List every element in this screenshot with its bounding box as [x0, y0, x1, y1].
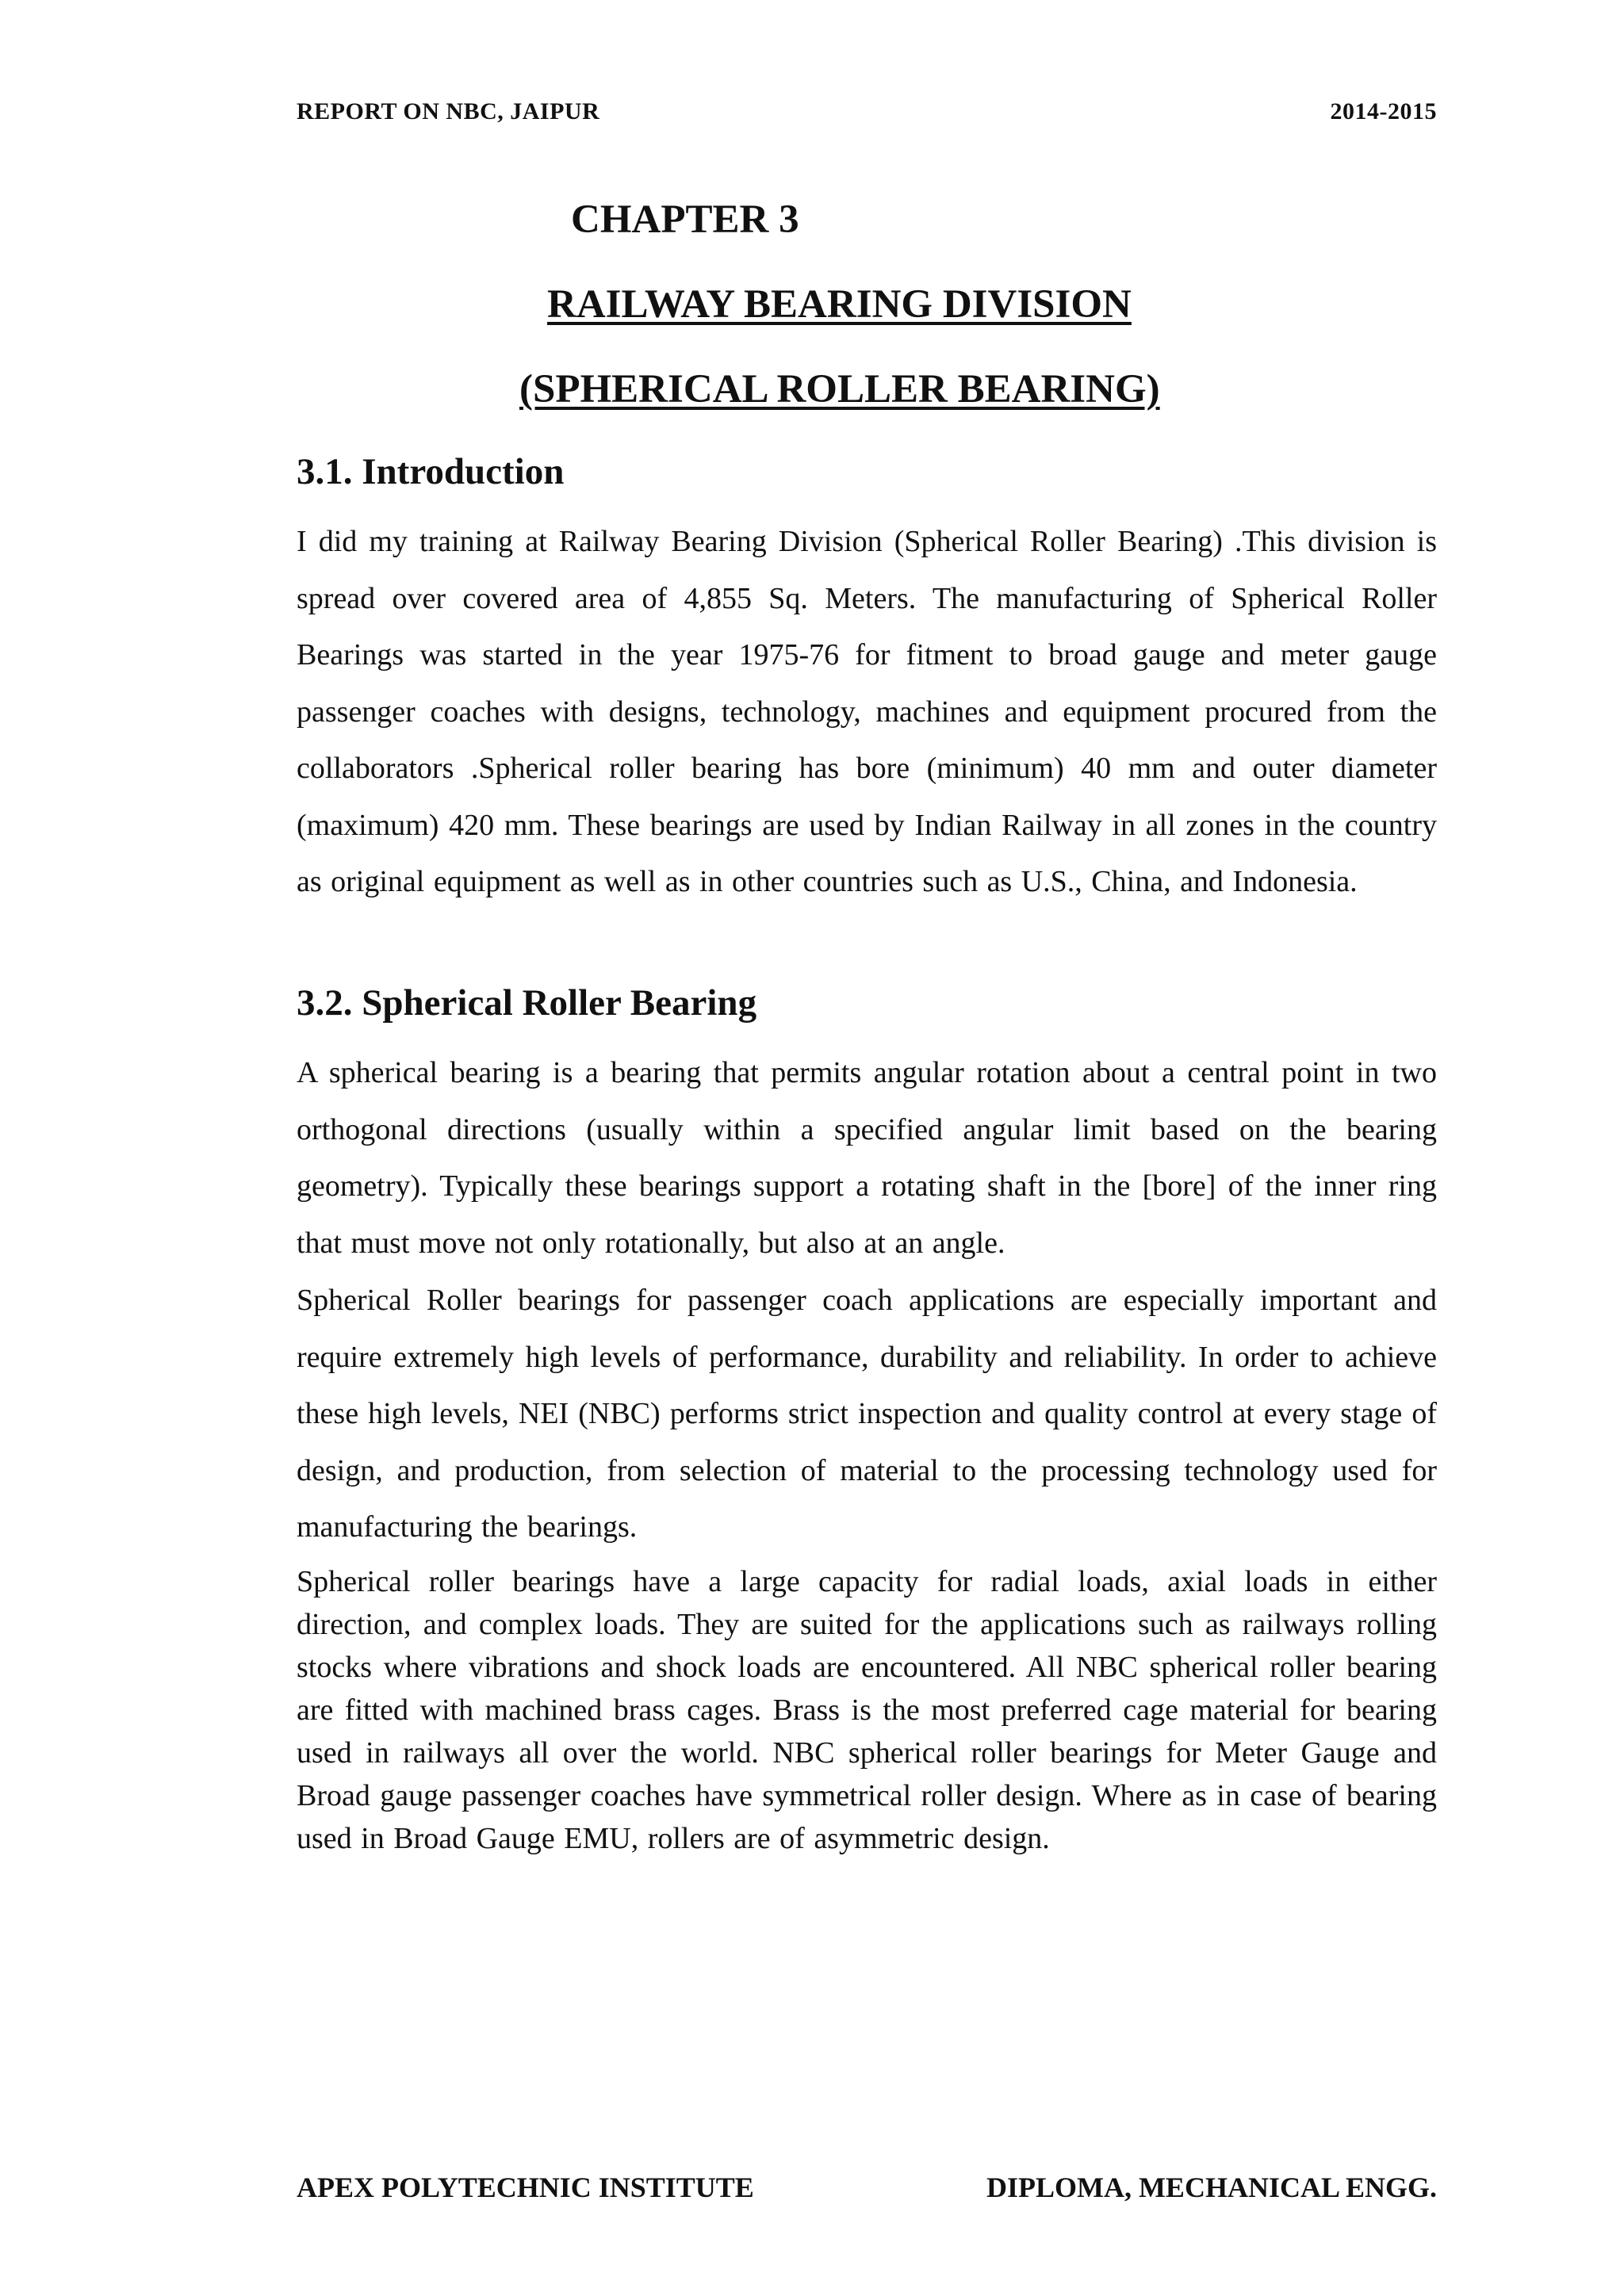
spherical-paragraph-quality: Spherical Roller bearings for passenger coach applications are especially important and require extremely high levels of performance, durability and reliability. In order to achieve these high levels, NEI (NBC) performs strict inspection and quality control at every stage of design, and production, from selection of material to the processing technology used for manufacturing the bearings.: [297, 1284, 1437, 1544]
header-year: 2014-2015: [1330, 98, 1437, 124]
section-heading-introduction: 3.1. Introduction: [297, 451, 565, 492]
spherical-paragraph-definition: A spherical bearing is a bearing that permits angular rotation about a central point in two orthogonal directions (usually within a specified angular limit based on the bearing geometry). Typically these bearings support a rotating shaft in the [bore] of the inner ring that must move not only rotationally, but also at an angle.: [297, 1056, 1437, 1260]
introduction-paragraph: I did my training at Railway Bearing Division (Spherical Roller Bearing) .This division is spread over covered area of 4,855 Sq. Meters. The manufacturing of Spherical Roller Bearings was started in the year 1975-76 for fitment to broad gauge and meter gauge passenger coaches with designs, technology, machines and equipment procured from the collaborators .Spherical roller bearing has bore (minimum) 40 mm and outer diameter (maximum) 420 mm. These bearings are used by Indian Railway in all zones in the country as original equipment as well as in other countries such as U.S., China, and Indonesia.: [297, 525, 1437, 898]
header-report-title: REPORT ON NBC, JAIPUR: [297, 98, 600, 124]
chapter-number: CHAPTER 3: [571, 197, 799, 242]
footer-course: DIPLOMA, MECHANICAL ENGG.: [986, 2172, 1437, 2203]
chapter-title: RAILWAY BEARING DIVISION: [547, 282, 1132, 327]
page-header: [297, 98, 1437, 125]
section-heading-spherical-roller-bearing: 3.2. Spherical Roller Bearing: [297, 982, 757, 1024]
chapter-subtitle: (SPHERICAL ROLLER BEARING): [519, 367, 1160, 411]
page-footer: [297, 2171, 1437, 2204]
spherical-paragraph-capacity: Spherical roller bearings have a large capacity for radial loads, axial loads in either direction, and complex loads. They are suited for the applications such as railways rolling stocks where vibrations and shock loads are encountered. All NBC spherical roller bearing are fitted with machined brass cages. Brass is the most preferred cage material for bearing used in railways all over the world. NBC spherical roller bearings for Meter Gauge and Broad gauge passenger coaches have symmetrical roller design. Where as in case of bearing used in Broad Gauge EMU, rollers are of asymmetric design.: [297, 1565, 1437, 1855]
footer-institute: APEX POLYTECHNIC INSTITUTE: [297, 2172, 754, 2203]
